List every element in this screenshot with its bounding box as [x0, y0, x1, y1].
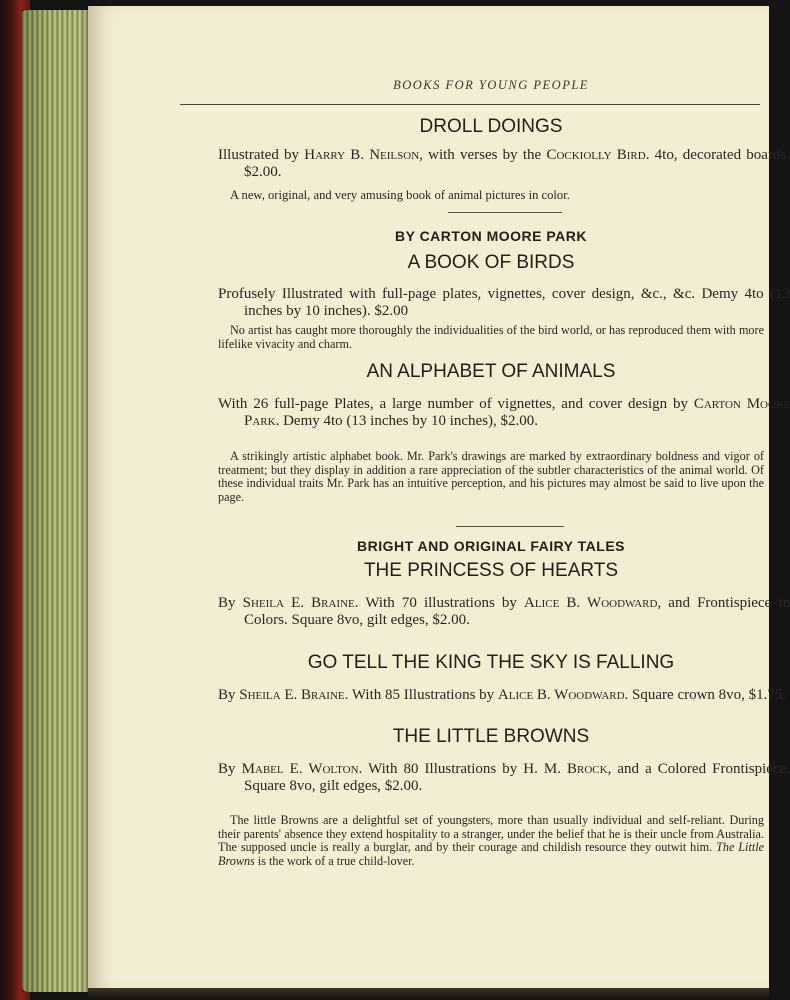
alphabet-title: AN ALPHABET OF ANIMALS	[366, 361, 616, 382]
browns-title: THE LITTLE BROWNS	[392, 726, 590, 747]
sky-illustrator: Alice B. Woodward	[497, 687, 625, 703]
droll-title: DROLL DOINGS	[419, 116, 563, 137]
princess-author: Sheila E. Braine	[242, 595, 355, 611]
droll-with: , with verses by the	[419, 147, 542, 163]
sky-by: By	[218, 687, 236, 703]
birds-note: No artist has caught more thoroughly the individualities of the bird world, or has reproduced them with more lifelike vivacity and charm.	[218, 323, 764, 351]
princess-by: By	[218, 595, 236, 611]
divider-2	[456, 526, 564, 527]
droll-note: A new, original, and very amusing book of animal pictures in color.	[230, 188, 570, 202]
sky-author: Sheila E. Braine	[239, 687, 345, 703]
browns-note-text: The little Browns are a delightful set of youngsters, more than usually individual and self-reliant. During their parents' absence they extend hospitality to a stranger, under the belief that he is their uncle from Australia. The supposed uncle is really a burglar, and by their courage and childish resource they outwit him.	[218, 813, 764, 855]
page-bottom-shadow	[88, 988, 769, 1000]
droll-author: Harry B. Neilson	[304, 147, 420, 163]
running-head: BOOKS FOR YOUNG PEOPLE	[393, 78, 589, 92]
page-edges-shade	[22, 10, 94, 992]
browns-entry	[218, 761, 790, 795]
alphabet-entry	[218, 396, 790, 430]
sky-mid: . With 85 Illustrations by	[344, 687, 495, 703]
alphabet-note: A strikingly artistic alphabet book. Mr. Park's drawings are marked by extraordinary boldness and vigor of treatment; but they display in addition a rare appreciation of the subtler characteristics of the animal world. Of these individual traits Mr. Park has an intuitive perception, and his pictures may almost be said to live upon the page.	[218, 449, 764, 504]
browns-note-end: is the work of a true child-lover.	[257, 853, 415, 868]
princess-illustrator: Alice B. Woodward	[524, 595, 658, 611]
droll-details: . 4to, decorated boards. $2.00.	[244, 147, 790, 180]
sky-entry	[218, 687, 790, 704]
browns-mid: . With 80 Illustrations by	[358, 761, 518, 777]
droll-verse-author: Cockiolly Bird	[546, 147, 646, 163]
park-section-heading: BY CARTON MOORE PARK	[394, 228, 587, 244]
browns-author: Mabel E. Wolton	[241, 761, 359, 777]
princess-title: THE PRINCESS OF HEARTS	[363, 560, 619, 581]
sky-title: GO TELL THE KING THE SKY IS FALLING	[307, 652, 675, 673]
browns-by: By	[218, 761, 236, 777]
princess-mid: . With 70 illustrations by	[354, 595, 517, 611]
header-rule	[180, 104, 760, 105]
princess-post: , and Frontispiece in Colors. Square 8vo, gilt edges, $2.00.	[244, 595, 790, 628]
browns-note-italic: The Little Browns	[218, 840, 765, 868]
alphabet-pre: With 26 full-page Plates, a large number of vignettes, and cover design by	[218, 396, 688, 412]
book-page	[88, 6, 790, 992]
browns-illustrator: H. M. Brock	[523, 761, 608, 777]
fairy-section-heading: BRIGHT AND ORIGINAL FAIRY TALES	[356, 538, 626, 554]
alphabet-post: . Demy 4to (13 inches by 10 inches), $2.00.	[275, 413, 539, 429]
birds-title: A BOOK OF BIRDS	[407, 252, 575, 273]
birds-entry: Profusely Illustrated with full-page plates, vignettes, cover design, &c., &c. Demy 4to (13 inches by 10 inches). $2.00	[218, 286, 790, 319]
droll-entry	[218, 147, 790, 181]
divider-1	[448, 212, 562, 213]
browns-note	[218, 814, 764, 868]
browns-post: , and a Colored Frontispiece. Square 8vo, gilt edges, $2.00.	[244, 761, 790, 794]
droll-illustrated: Illustrated by	[218, 147, 300, 163]
sky-post: . Square crown 8vo, $1.75.	[624, 687, 787, 703]
princess-entry	[218, 595, 790, 629]
alphabet-artist: Carton Moore Park	[244, 396, 790, 429]
